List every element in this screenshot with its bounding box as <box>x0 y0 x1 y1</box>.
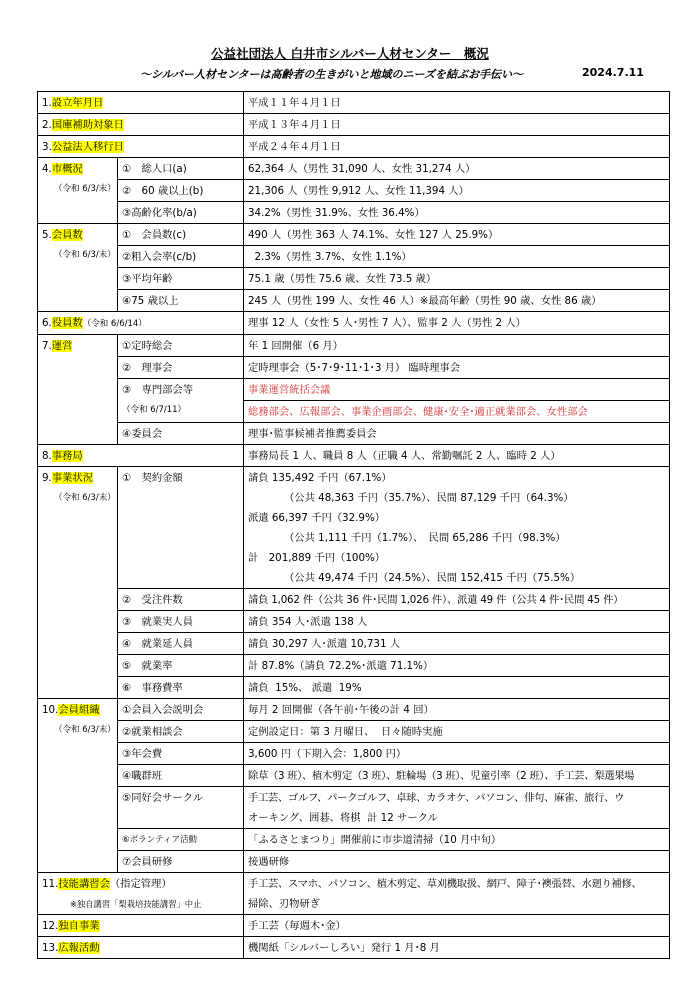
row-label: 6.役員数（令和 6/6/14） <box>38 312 244 335</box>
table-row <box>38 180 670 202</box>
table-row <box>38 787 670 829</box>
item-label: ④委員会 <box>118 423 244 445</box>
row-label: 3.公益法人移行日 <box>38 136 244 158</box>
table-row <box>38 743 670 765</box>
item-value: 接遇研修 <box>244 851 670 873</box>
table-row <box>38 655 670 677</box>
overview-table <box>37 91 670 959</box>
item-label: ① 会員数(c) <box>118 224 244 246</box>
item-label: ④ 就業延人員 <box>118 633 244 655</box>
item-label: ① 総人口(a) <box>118 158 244 180</box>
item-value: 34.2%（男性 31.9%、女性 36.4%） <box>244 202 670 224</box>
row-label: 11.技能講習会（指定管理） ※独自講習「梨栽培技能講習」中止 <box>38 873 244 915</box>
item-label: ⑥ボランティア活動 <box>118 829 244 851</box>
page-subtitle: ～シルバー人材センターは高齢者の生きがいと地域のニーズを結ぶお手伝い～ <box>140 68 523 81</box>
item-label: ② 60 歳以上(b) <box>118 180 244 202</box>
row-value: 平成１１年４月１日 <box>244 92 670 114</box>
row-value: 事務局長 1 人、職員 8 人（正職 4 人、常勤嘱託 2 人、臨時 2 人） <box>244 445 670 467</box>
item-value: 62,364 人（男性 31,090 人、女性 31,274 人） <box>244 158 670 180</box>
row-label: 12.独自事業 <box>38 915 244 937</box>
row-label: 8.事務局 <box>38 445 244 467</box>
item-value: 毎月 2 回開催（各午前･午後の計 4 回） <box>244 699 670 721</box>
table-row <box>38 873 670 915</box>
table-row <box>38 829 670 851</box>
table-row <box>38 335 670 357</box>
item-label: ③ 就業実人員 <box>118 611 244 633</box>
table-row <box>38 158 670 180</box>
table-row <box>38 268 670 290</box>
item-value: 490 人（男性 363 人 74.1%、女性 127 人 25.9%） <box>244 224 670 246</box>
table-row <box>38 937 670 959</box>
row-label: 2.国庫補助対象日 <box>38 114 244 136</box>
item-label: ⑥ 事務費率 <box>118 677 244 699</box>
table-row <box>38 851 670 873</box>
row-label: 13.広報活動 <box>38 937 244 959</box>
section-label: 9.事業状況 （令和 6/3/末） <box>38 467 118 699</box>
section-label: 4.市概況 （令和 6/3/末） <box>38 158 118 224</box>
table-row <box>38 423 670 445</box>
item-label: ③年会費 <box>118 743 244 765</box>
table-row <box>38 290 670 312</box>
item-label: ②粗入会率(c/b) <box>118 246 244 268</box>
item-value: 3,600 円（下期入会：1,800 円） <box>244 743 670 765</box>
item-label: ⑦会員研修 <box>118 851 244 873</box>
table-row <box>38 357 670 379</box>
item-value: 理事･監事候補者推薦委員会 <box>244 423 670 445</box>
table-row <box>38 246 670 268</box>
table-row <box>38 114 670 136</box>
table-row <box>38 136 670 158</box>
item-value: 計 87.8%（請負 72.2%･派遣 71.1%） <box>244 655 670 677</box>
item-value: 請負 15%、 派遣 19% <box>244 677 670 699</box>
document-date: 2024.7.11 <box>582 66 644 79</box>
item-label: ②就業相談会 <box>118 721 244 743</box>
item-value: 75.1 歳（男性 75.6 歳、女性 73.5 歳） <box>244 268 670 290</box>
table-row <box>38 633 670 655</box>
page-title: 公益社団法人 白井市シルバー人材センター 概況 <box>211 46 489 61</box>
table-row <box>38 92 670 114</box>
item-value: 2.3%（男性 3.7%、女性 1.1%） <box>244 246 670 268</box>
table-row <box>38 611 670 633</box>
table-row <box>38 765 670 787</box>
row-value: 手工芸、スマホ、パソコン、植木剪定、草刈機取扱、網戸、障子･襖張替、水廻り補修、 掃除、刃物研ぎ <box>244 873 670 915</box>
item-value: 請負 135,492 千円（67.1%） （公共 48,363 千円（35.7%）、民間 87,129 千円（64.3%） 派遣 66,397 千円（32.9%） （公共 1,111 千円（1.7%）、 民間 65,286 千円（98.3%） 計 201,889 千円（100%） （公共 49,474 千円（24.5%）、民間 152,415 千円（75.5%） <box>244 467 670 589</box>
item-label: ② 受注件数 <box>118 589 244 611</box>
table-row <box>38 677 670 699</box>
item-label: ③ 専門部会等 （令和 6/7/11） <box>118 379 244 423</box>
item-value: 請負 354 人･派遣 138 人 <box>244 611 670 633</box>
table-row <box>38 721 670 743</box>
item-label: ①定時総会 <box>118 335 244 357</box>
item-value: 年 1 回開催（6 月） <box>244 335 670 357</box>
item-label: ③高齢化率(b/a) <box>118 202 244 224</box>
item-value: 定例設定日：第 3 月曜日、 日々随時実施 <box>244 721 670 743</box>
table-row <box>38 467 670 589</box>
section-label: 5.会員数 （令和 6/3/末） <box>38 224 118 312</box>
row-label: 1.設立年月日 <box>38 92 244 114</box>
row-value: 手工芸（毎週木･金） <box>244 915 670 937</box>
row-value: 理事 12 人（女性 5 人･男性 7 人）、監事 2 人（男性 2 人） <box>244 312 670 335</box>
table-row <box>38 312 670 335</box>
item-value: 21,306 人（男性 9,912 人、女性 11,394 人） <box>244 180 670 202</box>
item-label: ③平均年齢 <box>118 268 244 290</box>
table-row <box>38 915 670 937</box>
table-row <box>38 445 670 467</box>
item-value: 請負 1,062 件（公共 36 件･民間 1,026 件）、派遣 49 件（公共 4 件･民間 45 件） <box>244 589 670 611</box>
row-value: 平成１３年４月１日 <box>244 114 670 136</box>
section-label: 7.運営 <box>38 335 118 445</box>
table-row <box>38 589 670 611</box>
item-value: 手工芸、ゴルフ、パークゴルフ、卓球、カラオケ、パソコン、俳句、麻雀、旅行、ウ オーキング、囲碁、将棋 計 12 サークル <box>244 787 670 829</box>
item-value: 「ふるさとまつり」開催前に市歩道清掃（10 月中旬） <box>244 829 670 851</box>
item-value: 事業運営統括会議 <box>244 379 670 401</box>
item-label: ⑤同好会サークル <box>118 787 244 829</box>
row-value: 機関紙「シルバーしろい」発行 1 月･8 月 <box>244 937 670 959</box>
item-value: 総務部会、広報部会、事業企画部会、健康･安全･適正就業部会、女性部会 <box>244 401 670 423</box>
table-row <box>38 699 670 721</box>
item-value: 245 人（男性 199 人、女性 46 人）※最高年齢（男性 90 歳、女性 86 歳） <box>244 290 670 312</box>
item-value: 請負 30,297 人･派遣 10,731 人 <box>244 633 670 655</box>
item-value: 定時理事会（5･7･9･11･1･3 月） 臨時理事会 <box>244 357 670 379</box>
table-row <box>38 202 670 224</box>
item-label: ① 契約金額 <box>118 467 244 589</box>
row-value: 平成２４年４月１日 <box>244 136 670 158</box>
item-label: ⑤ 就業率 <box>118 655 244 677</box>
section-label: 10.会員組織 （令和 6/3/末） <box>38 699 118 873</box>
item-label: ①会員入会説明会 <box>118 699 244 721</box>
table-row <box>38 224 670 246</box>
table-row <box>38 379 670 401</box>
item-label: ④職群班 <box>118 765 244 787</box>
item-value: 除草（3 班）、植木剪定（3 班）、駐輪場（3 班）、児童引率（2 班）、手工芸、梨選果場 <box>244 765 670 787</box>
item-label: ② 理事会 <box>118 357 244 379</box>
item-label: ④75 歳以上 <box>118 290 244 312</box>
